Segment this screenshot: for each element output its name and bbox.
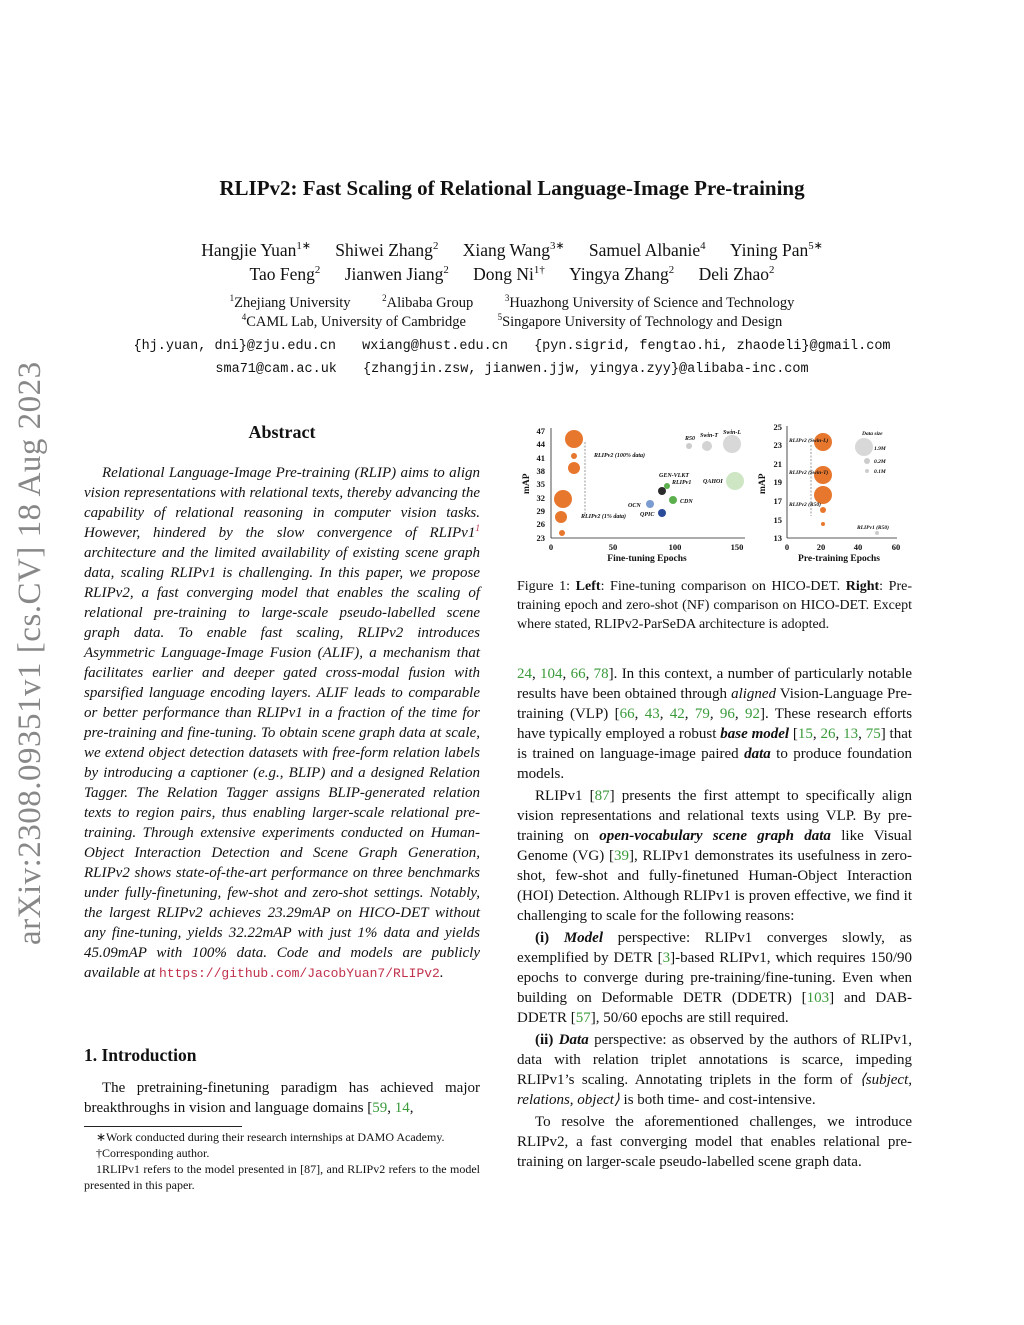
x-tick-label: 0 <box>548 542 554 552</box>
footnote: ∗Work conducted during their research internships at DAMO Academy. <box>96 1130 445 1144</box>
section-heading: 1. Introduction <box>84 1045 197 1065</box>
x-tick-label: 100 <box>668 542 682 552</box>
chart-annotation: RLIPv2 (Swin-L) <box>789 438 829 444</box>
affiliation: $^5$Singapore University of Technology and Design <box>497 312 783 330</box>
citation-link[interactable]: 79 <box>694 706 710 722</box>
y-tick-label: 41 <box>536 453 545 463</box>
chart-annotation: RLIPv2 (100% data) <box>594 453 645 459</box>
abstract-body: Relational Language-Image Pre-training (RLIP) aims to align vision representations with relational texts, thereby advancing the capability of relational reasoning in computer vision tasks. However, hindered by the slow convergence of $RLIPv1^1$ architecture and the limited availability of existing scene graph data, scaling RLIPv1 is challenging. In this paper, we propose RLIPv2, a fast converging model that enables the scaling of relational pre-training to large-scale pseudo-labelled scene graph data. To enable fast scaling, RLIPv2 introduces Asymmetric Language-Image Fusion (ALIF), a mechanism that facilitates earlier and deeper gated cross-modal fusion with sparsified language encoding layers. ALIF leads to comparable or better performance than RLIPv1 in a fraction of the time for pre-training and fine-tuning. To obtain scene graph data at scale, we extend object detection datasets with free-form relation labels by introducing a captioner (e.g., BLIP) and a designed Relation Tagger. The Relation Tagger assigns BLIP-generated relation texts to region pairs, thus enabling larger-scale relational pre-training. Through extensive experiments conducted on Human-Object Interaction Detection and Scene Graph Generation, RLIPv2 shows state-of-the-art performance on three benchmarks under fully-finetuning, few-shot and zero-shot settings. Notably, the largest RLIPv2 achieves 23.29mAP on HICO-DET without any fine-tuning, yields 32.22mAP with just 1% data and yields 45.09mAP with 100% data. Code and models are publicly available at https://github.com/JacobYuan7/RLIPv2. <box>84 465 480 981</box>
chart-annotation: RLIPv2 (R50) <box>789 502 821 508</box>
author: Shiwei Zhang$^2$ <box>335 240 439 260</box>
abstract-heading: Abstract <box>248 422 316 442</box>
citation-link[interactable]: 13 <box>843 726 859 742</box>
chart-annotation: Swin-T <box>700 433 719 439</box>
author: Yining Pan$^{5∗}$ <box>729 240 823 260</box>
citation-link[interactable]: 103 <box>806 990 830 1006</box>
chart-annotation: 1.9M <box>874 446 886 452</box>
footnote-rule <box>84 1126 242 1127</box>
citation-link[interactable]: 57 <box>575 1010 591 1026</box>
affiliations-line-2 <box>0 314 1024 331</box>
citation-link[interactable]: 39 <box>613 848 629 864</box>
author: Xiang Wang$^{3∗}$ <box>462 240 565 260</box>
citation-link[interactable]: 96 <box>719 706 735 722</box>
intro-paragraph: The pretraining-finetuning paradigm has achieved major breakthroughs in vision and language domains [59, 14, <box>84 1080 480 1116</box>
x-tick-label: 50 <box>608 542 618 552</box>
citation-link[interactable]: 59 <box>372 1100 388 1116</box>
y-tick-label: 15 <box>773 515 782 525</box>
chart-annotation: 0.2M <box>874 459 886 465</box>
authors-line-1 <box>0 240 1024 261</box>
paper-title: RLIPv2: Fast Scaling of Relational Language-Image Pre-training <box>219 176 805 200</box>
citation-link[interactable]: 104 <box>540 666 563 682</box>
footnotes <box>84 1129 480 1193</box>
author: Samuel Albanie$^4$ <box>588 240 706 260</box>
y-tick-label: 44 <box>536 439 545 449</box>
citation-link[interactable]: 87 <box>594 788 610 804</box>
code-link[interactable]: https://github.com/JacobYuan7/RLIPv2 <box>159 966 440 981</box>
chart-annotation: QPIC <box>640 512 655 518</box>
affiliation: $^1$Zhejiang University <box>229 293 351 311</box>
authors-line-2 <box>0 264 1024 285</box>
affiliation: $^4$CAML Lab, University of Cambridge <box>241 312 466 330</box>
x-tick-label: 0 <box>784 542 790 552</box>
email: wxiang@hust.edu.cn <box>362 339 508 354</box>
y-tick-label: 25 <box>773 422 782 432</box>
y-tick-label: 38 <box>536 466 545 476</box>
y-tick-label: 29 <box>536 506 545 516</box>
y-tick-label: 17 <box>773 496 782 506</box>
affiliation: $^3$Huazhong University of Science and Technology <box>504 293 795 311</box>
affiliations-line-1 <box>0 295 1024 312</box>
citation-link[interactable]: 14 <box>394 1100 410 1116</box>
y-tick-label: 23 <box>536 533 545 543</box>
footnote: †Corresponding author. <box>96 1146 210 1160</box>
y-tick-label: 19 <box>773 477 782 487</box>
chart-annotation: RLIPv1 (R50) <box>857 525 889 531</box>
chart-annotation: R50 <box>685 436 696 442</box>
chart-annotation: OCN <box>628 503 641 509</box>
chart-annotation: Data size <box>862 431 883 437</box>
citation-link[interactable]: 24 <box>517 666 532 682</box>
y-tick-label: 26 <box>536 519 545 529</box>
x-tick-label: 60 <box>891 542 901 552</box>
author: Yingya Zhang$^2$ <box>569 264 675 284</box>
x-tick-label: 40 <box>853 542 863 552</box>
y-tick-label: 35 <box>536 479 545 489</box>
x-tick-label: 20 <box>816 542 826 552</box>
citation-link[interactable]: 15 <box>797 726 813 742</box>
email: {zhangjin.zsw, jianwen.jjw, yingya.zyy}@alibaba-inc.com <box>363 362 809 377</box>
author: Dong $Ni^{1\dagger}$ <box>473 264 545 284</box>
author: Jianwen Jiang$^2$ <box>344 264 449 284</box>
y-axis-label: mAP <box>758 473 768 494</box>
x-axis-label: Fine-tuning Epochs <box>607 554 687 564</box>
chart-annotation: GEN-VLKT <box>659 473 689 479</box>
citation-link[interactable]: 78 <box>593 666 609 682</box>
x-tick-label: 150 <box>730 542 744 552</box>
citation-link[interactable]: 66 <box>619 706 635 722</box>
email: {pyn.sigrid, fengtao.hi, zhaodeli}@gmail.com <box>534 339 891 354</box>
y-tick-label: 32 <box>536 493 545 503</box>
y-tick-label: 23 <box>773 440 782 450</box>
citation-link[interactable]: 3 <box>662 950 671 966</box>
citation-link[interactable]: 66 <box>570 666 586 682</box>
author: Hangjie Yuan$^{1∗}$ <box>201 240 311 260</box>
y-axis-label: mAP <box>522 473 532 494</box>
affiliation: $^2$Alibaba Group <box>382 293 474 311</box>
author: Tao Feng$^2$ <box>249 264 321 284</box>
y-tick-label: 13 <box>773 533 782 543</box>
email: {hj.yuan, dni}@zju.edu.cn <box>133 339 337 354</box>
chart-annotation: RLIPv1 <box>672 480 692 486</box>
citation-link[interactable]: 75 <box>865 726 881 742</box>
citation-link[interactable]: 26 <box>820 726 836 742</box>
chart-annotation: RLIPv2 (Swin-T) <box>789 470 829 476</box>
email: sma71@cam.ac.uk <box>215 362 337 377</box>
figure-1 <box>517 420 912 568</box>
arxiv-identifier: arXiv:2308.09351v1 [cs.CV] 18 Aug 2023 <box>12 361 48 945</box>
citation-link[interactable]: 43 <box>644 706 660 722</box>
chart-annotation: 0.1M <box>874 469 886 475</box>
citation-link[interactable]: 42 <box>669 706 685 722</box>
y-tick-label: 47 <box>536 426 545 436</box>
chart-annotation: Swin-L <box>723 430 742 436</box>
figure-caption: Figure 1: Left: Fine-tuning comparison on HICO-DET. Right: Pre-training epoch and zero-shot (NF) comparison on HICO-DET. Except where stated, RLIPv2-ParSeDA architecture is adopted. <box>517 579 912 632</box>
chart-annotation: QAHOI <box>703 479 723 485</box>
emails-line-2 <box>0 362 1024 377</box>
chart-annotation: RLIPv2 (1% data) <box>581 514 626 520</box>
emails-line-1 <box>0 339 1024 354</box>
right-column-text: 24, 104, 66, 78]. In this context, a number of particularly notable results have been obtained through aligned Vision-Language Pre-training (VLP) [66, 43, 42, 79, 96, 92]. These research efforts have typically employed a robust base model [15, 26, 13, 75] that is trained on language-image paired data to produce foundation models. RLIPv1 [87] presents the first attempt to specifically align vision representations and relational texts using VLP. By pre-training on open-vocabulary scene graph data like Visual Genome (VG) [39], RLIPv1 demonstrates its usefulness in zero-shot, few-shot and fully-finetuned Human-Object Interaction (HOI) Detection. Although RLIPv1 is proven effective, we find it challenging to scale for the following reasons: (i) Model perspective: RLIPv1 converges slowly, as exemplified by DETR [3]-based RLIPv1, which requires 150/90 epochs to converge during pre-training/fine-tuning. Even when building on Deformable DETR (DDETR) [103] and DAB-DDETR [57], 50/60 epochs are still required. (ii) Data perspective: as observed by the authors of RLIPv1, data with relation triplet annotations is scarce, impeding RLIPv1’s scaling. Annotating triplets in the form of ⟨subject, relations, object⟩ is both time- and cost-intensive. To resolve the aforementioned challenges, we introduce RLIPv2, a fast converging model that enables relational pre-training on larger-scale pseudo-labelled scene graph data. <box>517 666 913 1170</box>
author: Deli Zhao$^2$ <box>698 264 775 284</box>
chart-annotation: CDN <box>680 499 693 505</box>
citation-link[interactable]: 92 <box>745 706 760 722</box>
y-tick-label: 21 <box>773 459 782 469</box>
footnote: 1RLIPv1 refers to the model presented in [87], and RLIPv2 refers to the model presented in this paper. <box>84 1162 480 1192</box>
x-axis-label: Pre-training Epochs <box>798 554 880 564</box>
